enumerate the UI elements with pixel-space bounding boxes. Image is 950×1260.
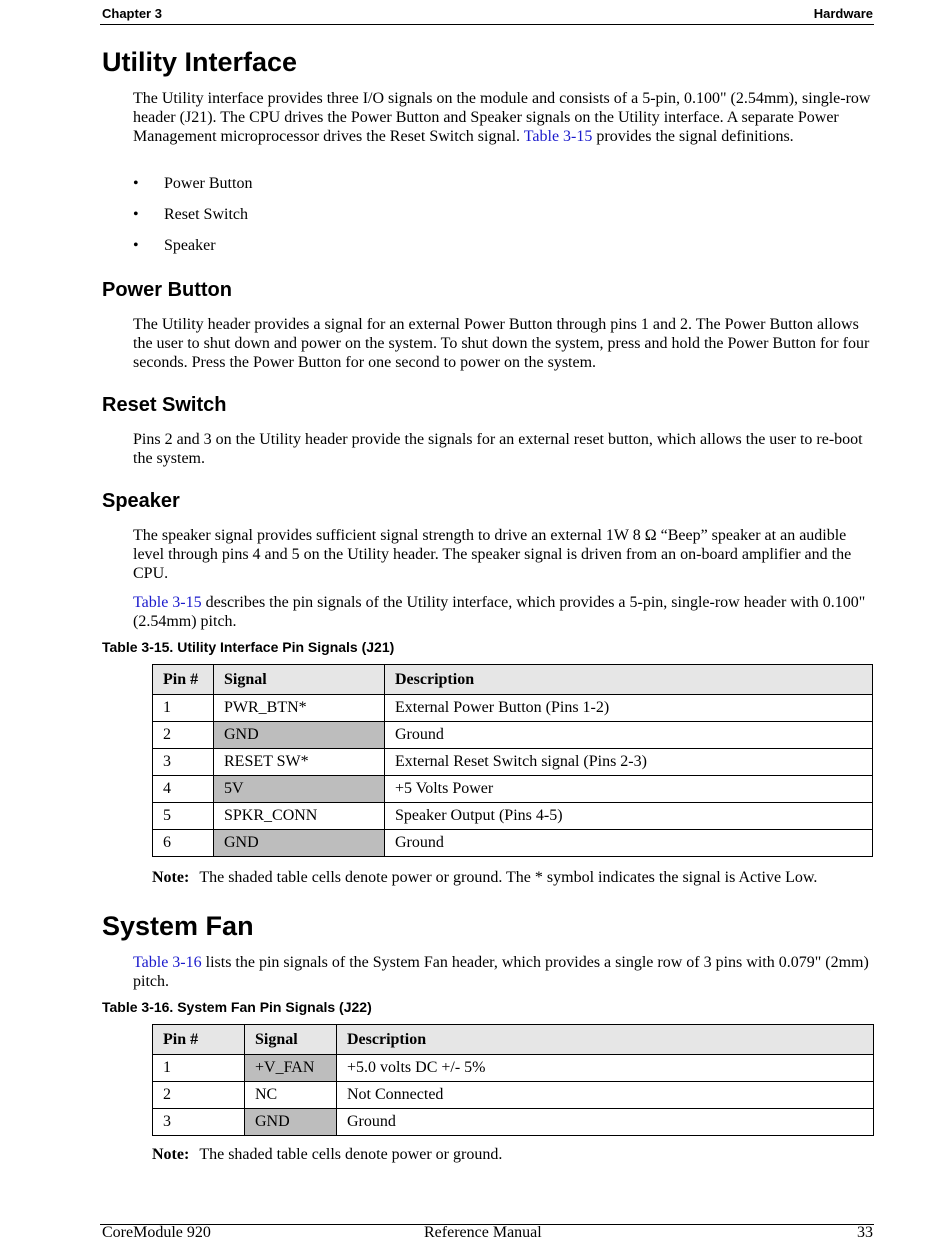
table-3-15-caption: Table 3-15. Utility Interface Pin Signals (J21): [102, 639, 395, 655]
table-3-16-caption: Table 3-16. System Fan Pin Signals (J22): [102, 999, 372, 1015]
table-row: [153, 695, 873, 722]
pin-cell: 3: [153, 1109, 245, 1136]
pin-cell: 2: [153, 722, 214, 749]
bullet-label: Power Button: [164, 175, 253, 192]
signal-cell-shaded: GND: [214, 722, 385, 749]
note-text: The shaded table cells denote power or ground.: [199, 1146, 503, 1163]
description-cell: Ground: [385, 830, 873, 857]
power-button-heading: Power Button: [102, 279, 232, 301]
signal-cell-shaded: GND: [214, 830, 385, 857]
signal-cell: SPKR_CONN: [214, 803, 385, 830]
table-row: [153, 1109, 874, 1136]
utility-pin-table: [152, 664, 873, 857]
bullet-label: Speaker: [164, 237, 216, 254]
table-header-row: [153, 1025, 874, 1055]
pin-cell: 3: [153, 749, 214, 776]
table-row: [153, 830, 873, 857]
table-row: [153, 776, 873, 803]
table-row: [153, 749, 873, 776]
signal-cell-shaded: 5V: [214, 776, 385, 803]
pin-cell: 2: [153, 1082, 245, 1109]
signal-cell: PWR_BTN*: [214, 695, 385, 722]
note-label: Note:: [152, 869, 190, 886]
pin-cell: 1: [153, 695, 214, 722]
speaker-paragraph: The speaker signal provides sufficient signal strength to drive an external 1W 8 Ω “Beep” speaker at an audible level through pins 4 and 5 on the Utility header. The speaker signal is driven from an on-board amplifier and the CPU.: [133, 527, 852, 582]
description-cell: +5.0 volts DC +/- 5%: [337, 1055, 874, 1082]
utility-intro-paragraph: [133, 89, 873, 146]
table-header-row: [153, 665, 873, 695]
table-row: [153, 803, 873, 830]
footer-manual: Reference Manual: [424, 1224, 542, 1241]
pin-cell: 6: [153, 830, 214, 857]
utility-interface-heading: Utility Interface: [102, 47, 298, 77]
column-header-signal: Signal: [214, 665, 385, 695]
note-text: The shaded table cells denote power or ground. The * symbol indicates the signal is Active Low.: [199, 869, 818, 886]
header-chapter: Chapter 3: [102, 6, 162, 21]
table-row: [153, 722, 873, 749]
bullet-icon: •: [133, 237, 139, 254]
table-3-15-note: [152, 869, 817, 887]
power-button-paragraph: The Utility header provides a signal for an external Power Button through pins 1 and 2. The Power Button allows the user to shut down and power on the system. To shut down the system, press and hold the Power Button for four seconds. Press the Power Button for one second to power on the system.: [133, 316, 870, 371]
header-section: Hardware: [813, 6, 873, 21]
note-label: Note:: [152, 1146, 190, 1163]
signal-cell-shaded: GND: [245, 1109, 337, 1136]
column-header-description: Description: [385, 665, 873, 695]
speaker-reference-text: describes the pin signals of the Utility interface, which provides a 5-pin, single-row header with 0.100" (2.54mm) pitch.: [133, 594, 866, 630]
description-cell: +5 Volts Power: [385, 776, 873, 803]
table-3-16-note: [152, 1146, 502, 1164]
signal-cell: RESET SW*: [214, 749, 385, 776]
bullet-label: Reset Switch: [164, 206, 248, 223]
description-cell: Speaker Output (Pins 4-5): [385, 803, 873, 830]
reset-switch-heading: Reset Switch: [102, 394, 227, 416]
description-cell: External Reset Switch signal (Pins 2-3): [385, 749, 873, 776]
description-cell: Ground: [337, 1109, 874, 1136]
speaker-heading: Speaker: [102, 490, 180, 512]
pin-cell: 5: [153, 803, 214, 830]
column-header-signal: Signal: [245, 1025, 337, 1055]
utility-intro-text-end: provides the signal definitions.: [592, 128, 794, 145]
description-cell: External Power Button (Pins 1-2): [385, 695, 873, 722]
table-3-15-link[interactable]: Table 3-15: [523, 128, 593, 145]
speaker-table-reference: [133, 593, 873, 631]
description-cell: Not Connected: [337, 1082, 874, 1109]
column-header-pin: Pin #: [153, 1025, 245, 1055]
table-3-16-link[interactable]: Table 3-16: [133, 954, 202, 971]
description-cell: Ground: [385, 722, 873, 749]
table-row: [153, 1082, 874, 1109]
bullet-icon: •: [133, 175, 139, 192]
footer-page-number: 33: [857, 1224, 873, 1241]
system-fan-text: lists the pin signals of the System Fan header, which provides a single row of 3 pins with 0.079" (2mm) pitch.: [133, 954, 869, 990]
system-fan-paragraph: [133, 953, 873, 991]
pin-cell: 1: [153, 1055, 245, 1082]
fan-pin-table: [152, 1024, 874, 1136]
signal-cell-shaded: +V_FAN: [245, 1055, 337, 1082]
table-3-15-link[interactable]: Table 3-15: [133, 594, 202, 611]
reset-switch-paragraph: Pins 2 and 3 on the Utility header provide the signals for an external reset button, which allows the user to re-boot the system.: [133, 431, 863, 467]
table-row: [153, 1055, 874, 1082]
signal-cell: NC: [245, 1082, 337, 1109]
bullet-icon: •: [133, 206, 139, 223]
column-header-pin: Pin #: [153, 665, 214, 695]
system-fan-heading: System Fan: [102, 911, 254, 941]
pin-cell: 4: [153, 776, 214, 803]
column-header-description: Description: [337, 1025, 874, 1055]
header-rule: [100, 24, 874, 25]
footer-product: CoreModule 920: [102, 1224, 211, 1241]
utility-intro-text: The Utility interface provides three I/O signals on the module and consists of a 5-pin, 0.100" (2.54mm), single-row header (J21). The CPU drives the Power Button and Speaker signals on the Utility interface. A separate Power Management microprocessor drives the Reset Switch signal.: [133, 90, 871, 145]
